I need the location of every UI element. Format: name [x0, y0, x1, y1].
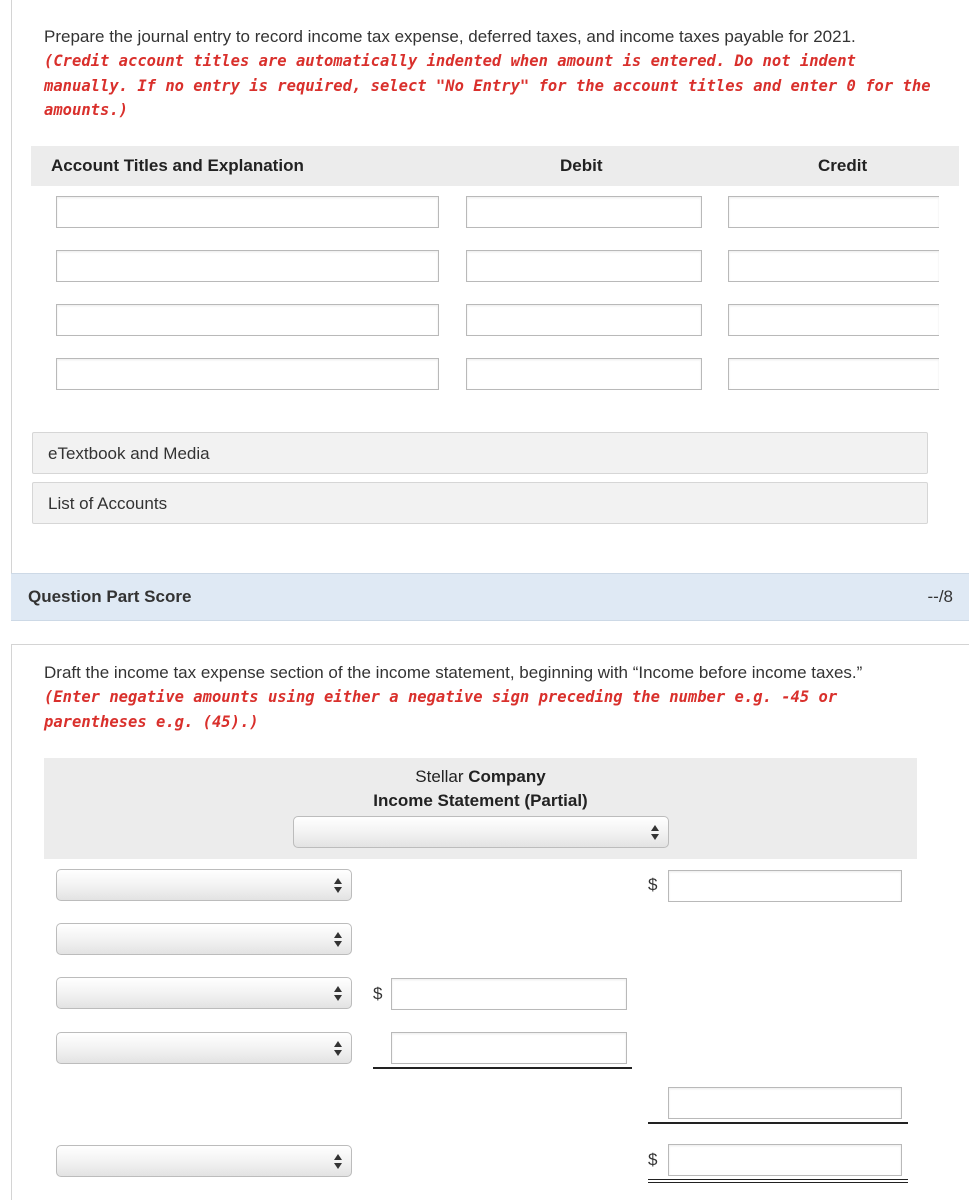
journal-credit-input-2[interactable] — [728, 250, 939, 282]
net-income-double-underline — [648, 1179, 908, 1183]
statement-inner-input-4[interactable] — [391, 1032, 627, 1064]
statement-line-select-6[interactable] — [56, 1145, 352, 1177]
journal-note-line-1: (Credit account titles are automatically indented when amount is entered. Do not indent — [44, 52, 856, 70]
statement-title: Income Statement (Partial) — [373, 791, 588, 810]
dollar-sign: $ — [373, 984, 383, 1003]
etextbook-media-link[interactable] — [32, 432, 928, 474]
company-prefix: Stellar — [415, 767, 464, 786]
question-part-score-label: Question Part Score — [28, 587, 192, 606]
select-arrows-icon — [333, 986, 343, 1002]
question-part-score-value: --/8 — [927, 587, 953, 606]
income-statement-instruction-text: Draft the income tax expense section of the income statement, beginning with “Income before income taxes.” — [44, 663, 863, 682]
statement-outer-input-6[interactable] — [668, 1144, 902, 1176]
select-arrows-icon — [650, 825, 660, 841]
journal-table-header — [31, 146, 959, 186]
journal-account-input-2[interactable] — [56, 250, 439, 282]
journal-account-input-4[interactable] — [56, 358, 439, 390]
journal-note-line-3: amounts.) — [44, 101, 128, 119]
statement-line-select-3[interactable] — [56, 977, 352, 1009]
list-of-accounts-label: List of Accounts — [48, 494, 168, 513]
select-arrows-icon — [333, 1041, 343, 1057]
journal-instructions — [44, 25, 931, 123]
statement-outer-input-1[interactable] — [668, 870, 902, 902]
select-arrows-icon — [333, 932, 343, 948]
statement-outer-input-5[interactable] — [668, 1087, 902, 1119]
journal-debit-input-2[interactable] — [466, 250, 702, 282]
etextbook-media-label: eTextbook and Media — [48, 444, 210, 463]
journal-account-input-3[interactable] — [56, 304, 439, 336]
company-name-word: Company — [468, 767, 546, 786]
statement-inner-input-3[interactable] — [391, 978, 627, 1010]
statement-line-select-2[interactable] — [56, 923, 352, 955]
period-select[interactable] — [293, 816, 669, 848]
journal-credit-input-1[interactable] — [728, 196, 939, 228]
statement-line-select-1[interactable] — [56, 869, 352, 901]
debit-header: Debit — [560, 156, 603, 175]
journal-debit-input-3[interactable] — [466, 304, 702, 336]
total-underline — [648, 1122, 908, 1124]
journal-instruction-text: Prepare the journal entry to record income tax expense, deferred taxes, and income taxes payable for 2021. — [44, 27, 856, 46]
journal-credit-input-4[interactable] — [728, 358, 939, 390]
select-arrows-icon — [333, 1154, 343, 1170]
subtotal-underline — [373, 1067, 632, 1069]
journal-debit-input-1[interactable] — [466, 196, 702, 228]
journal-credit-input-3[interactable] — [728, 304, 939, 336]
income-statement-instructions — [44, 661, 862, 734]
select-arrows-icon — [333, 878, 343, 894]
dollar-sign: $ — [648, 875, 658, 894]
account-titles-header: Account Titles and Explanation — [51, 156, 304, 175]
list-of-accounts-link[interactable] — [32, 482, 928, 524]
income-statement-note-line-1: (Enter negative amounts using either a negative sign preceding the number e.g. -45 or — [44, 688, 838, 706]
question-part-score-bar — [11, 573, 969, 621]
company-name — [44, 767, 917, 787]
journal-debit-input-4[interactable] — [466, 358, 702, 390]
dollar-sign: $ — [648, 1150, 658, 1169]
journal-account-input-1[interactable] — [56, 196, 439, 228]
statement-line-select-4[interactable] — [56, 1032, 352, 1064]
income-statement-note-line-2: parentheses e.g. (45).) — [44, 712, 259, 731]
journal-note-line-2: manually. If no entry is required, select "No Entry" for the account titles and enter 0 for the — [44, 76, 931, 95]
credit-header: Credit — [818, 156, 868, 175]
income-statement-header — [44, 758, 917, 859]
